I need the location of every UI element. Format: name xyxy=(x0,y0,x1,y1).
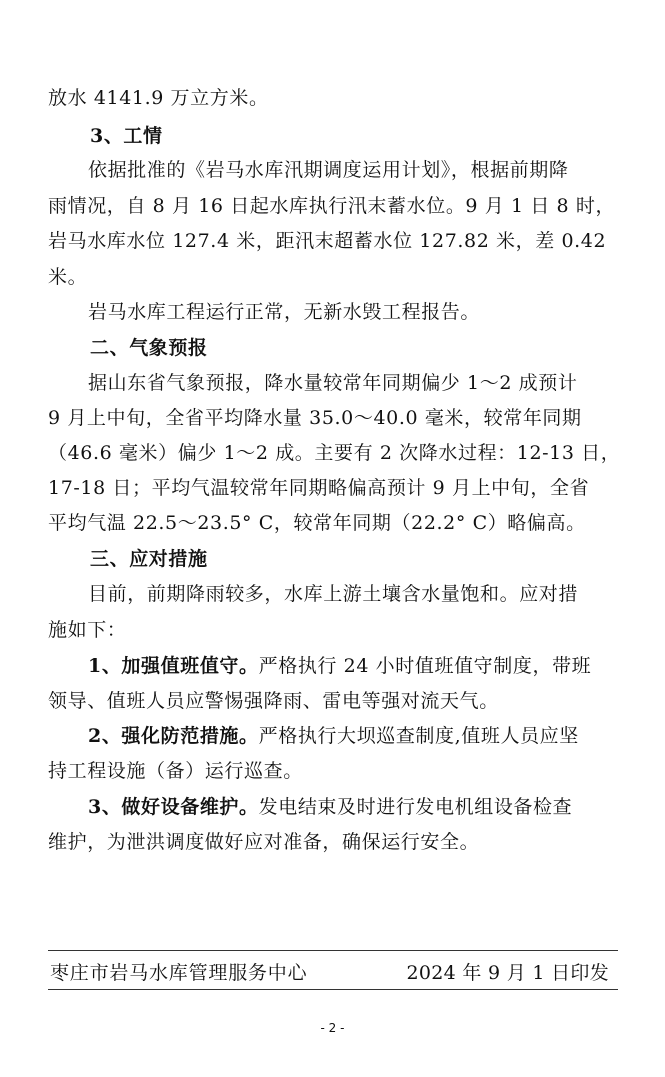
footer-top-rule xyxy=(48,950,618,951)
paragraph-line: 施如下： xyxy=(48,619,127,641)
measure-3-text: 发电结束及时进行发电机组设备检查 xyxy=(258,796,573,818)
paragraph-line: 岩马水库工程运行正常，无新水毁工程报告。 xyxy=(88,301,481,323)
measure-3-line xyxy=(88,795,572,819)
paragraph-line: 9 月上中旬，全省平均降水量 35.0～40.0 毫米，较常年同期 xyxy=(48,407,582,429)
paragraph-line: 米。 xyxy=(48,266,88,288)
measure-1-title: 1、加强值班值守。 xyxy=(88,655,259,677)
paragraph-line: 雨情况，自 8 月 16 日起水库执行汛末蓄水位。9 月 1 日 8 时， xyxy=(48,195,616,217)
paragraph-line: 依据批准的《岩马水库汛期调度运用计划》，根据前期降 xyxy=(88,159,569,181)
measure-3-title: 3、做好设备维护。 xyxy=(88,796,259,818)
paragraph-line: 17-18 日；平均气温较常年同期略偏高预计 9 月上中旬，全省 xyxy=(48,477,590,499)
section-heading-works: 3、工情 xyxy=(90,125,163,147)
paragraph-line: 领导、值班人员应警惕强降雨、雷电等强对流天气。 xyxy=(48,690,499,712)
paragraph-line: 岩马水库水位 127.4 米，距汛末超蓄水位 127.82 米，差 0.42 xyxy=(48,230,607,252)
measure-2-line xyxy=(88,724,579,748)
measure-2-text: 严格执行大坝巡查制度,值班人员应坚 xyxy=(258,725,579,747)
paragraph-line: 维护，为泄洪调度做好应对准备，确保运行安全。 xyxy=(48,831,480,853)
paragraph-line: （46.6 毫米）偏少 1～2 成。主要有 2 次降水过程：12-13 日， xyxy=(48,442,621,464)
paragraph-line: 持工程设施（备）运行巡查。 xyxy=(48,760,303,782)
continued-text-line: 放水 4141.9 万立方米。 xyxy=(48,87,269,109)
page-number: - 2 - xyxy=(320,1021,345,1035)
measure-1-line xyxy=(88,654,591,678)
paragraph-line: 据山东省气象预报，降水量较常年同期偏少 1～2 成预计 xyxy=(88,372,578,394)
paragraph-line: 目前，前期降雨较多，水库上游土壤含水量饱和。应对措 xyxy=(88,583,579,605)
section-heading-weather: 二、气象预报 xyxy=(90,337,208,359)
measure-1-text: 严格执行 24 小时值班值守制度，带班 xyxy=(258,655,592,677)
footer-issuer: 枣庄市岩马水库管理服务中心 xyxy=(50,962,308,984)
paragraph-line: 平均气温 22.5～23.5° C，较常年同期（22.2° C）略偏高。 xyxy=(48,512,586,534)
footer-issue-date: 2024 年 9 月 1 日印发 xyxy=(406,962,609,984)
section-heading-measures: 三、应对措施 xyxy=(90,548,208,570)
footer-bottom-rule xyxy=(48,989,618,990)
measure-2-title: 2、强化防范措施。 xyxy=(88,725,259,747)
